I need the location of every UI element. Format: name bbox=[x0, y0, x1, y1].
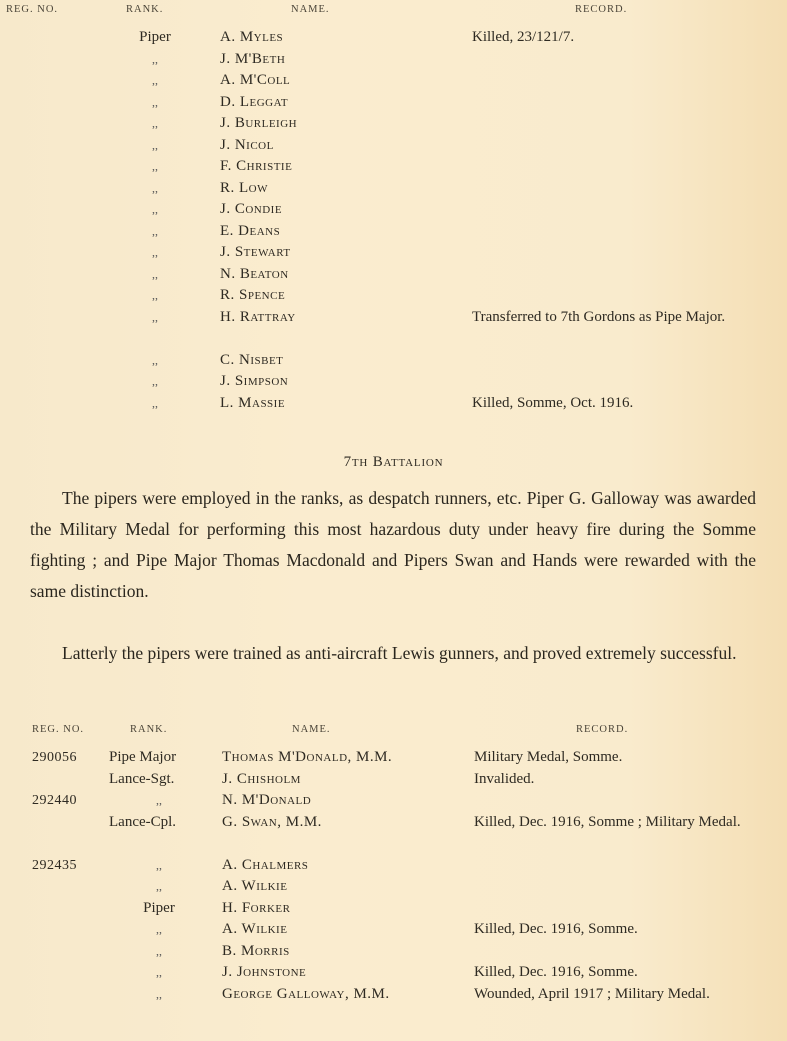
name-cell: Thomas M'Donald, M.M. bbox=[222, 749, 393, 765]
name-cell: J. Condie bbox=[220, 201, 283, 217]
table-row bbox=[0, 855, 787, 877]
table-header bbox=[0, 0, 787, 18]
rank-cell-ditto: ,, bbox=[152, 245, 158, 259]
table-row bbox=[0, 49, 787, 71]
reg-no-cell: 292435 bbox=[32, 857, 77, 873]
rank-cell-ditto: ,, bbox=[152, 94, 158, 109]
rank-cell-ditto: ,, bbox=[156, 965, 162, 979]
rank-cell-ditto: ,, bbox=[152, 352, 158, 367]
record-cell: Killed, Somme, Oct. 1916. bbox=[472, 394, 634, 411]
rank-cell: Piper bbox=[143, 899, 175, 916]
table-row bbox=[0, 876, 787, 898]
rank-cell: Piper bbox=[139, 29, 171, 45]
table-row bbox=[0, 285, 787, 307]
name-cell: D. Leggat bbox=[220, 93, 289, 110]
name-cell: H. Rattray bbox=[220, 308, 296, 325]
rank-cell-ditto: ,, bbox=[152, 159, 158, 173]
table-row bbox=[0, 962, 787, 984]
section-heading: 7th Battalion bbox=[343, 454, 444, 470]
name-cell: C. Nisbet bbox=[220, 351, 284, 368]
rank-cell-ditto: ,, bbox=[152, 374, 158, 388]
table-row bbox=[0, 984, 787, 1027]
pipers-roll-table-1 bbox=[0, 0, 787, 414]
table-row bbox=[0, 371, 787, 393]
table-row bbox=[0, 92, 787, 114]
rank-cell-ditto: ,, bbox=[152, 309, 158, 324]
header-reg-no: REG. NO. bbox=[6, 4, 59, 15]
table-row bbox=[0, 747, 787, 769]
record-cell: Invalided. bbox=[474, 770, 535, 787]
rank-cell-ditto: ,, bbox=[156, 943, 162, 958]
table-row bbox=[0, 70, 787, 92]
rank-cell-ditto: ,, bbox=[152, 180, 158, 195]
table-row bbox=[0, 156, 787, 178]
name-cell: J. Burleigh bbox=[220, 115, 298, 131]
name-cell: R. Spence bbox=[220, 287, 286, 303]
name-cell: A. Wilkie bbox=[222, 921, 288, 937]
rank-cell-ditto: ,, bbox=[156, 857, 162, 872]
rank-cell-ditto: ,, bbox=[156, 879, 162, 893]
rank-cell-ditto: ,, bbox=[152, 202, 158, 216]
table-row bbox=[0, 221, 787, 243]
rank-cell-ditto: ,, bbox=[156, 922, 162, 936]
name-cell: J. Simpson bbox=[220, 373, 289, 389]
table-row bbox=[0, 242, 787, 264]
name-cell: J. Chisholm bbox=[222, 770, 301, 787]
name-cell: B. Morris bbox=[222, 942, 290, 959]
pipers-roll-table-2 bbox=[0, 720, 787, 1027]
name-cell: H. Forker bbox=[222, 899, 291, 916]
header-rank: RANK. bbox=[126, 4, 164, 15]
table-row bbox=[0, 350, 787, 372]
table-row bbox=[0, 812, 787, 855]
table-row bbox=[0, 135, 787, 157]
table-row bbox=[0, 790, 787, 812]
record-cell: Military Medal, Somme. bbox=[474, 749, 623, 765]
header-record: RECORD. bbox=[575, 4, 628, 15]
header-name: NAME. bbox=[291, 4, 330, 15]
name-cell: G. Swan, M.M. bbox=[222, 813, 322, 830]
rank-cell: Lance-Sgt. bbox=[109, 770, 175, 787]
table-row bbox=[0, 27, 787, 49]
rank-cell-ditto: ,, bbox=[152, 223, 158, 238]
record-cell: Transferred to 7th Gordons as Pipe Major. bbox=[472, 308, 726, 325]
record-cell: Killed, 23/121/7. bbox=[472, 29, 575, 45]
record-cell: Killed, Dec. 1916, Somme ; Military Medal. bbox=[474, 813, 741, 830]
name-cell: F. Christie bbox=[220, 158, 293, 174]
name-cell: N. Beaton bbox=[220, 265, 289, 282]
name-cell: George Galloway, M.M. bbox=[222, 985, 390, 1002]
table-row bbox=[0, 393, 787, 415]
header-name: NAME. bbox=[292, 724, 331, 735]
rank-cell-ditto: ,, bbox=[156, 986, 162, 1001]
name-cell: J. Johnstone bbox=[222, 964, 307, 980]
name-cell: A. Chalmers bbox=[222, 856, 309, 873]
rank-cell: Lance-Cpl. bbox=[109, 813, 177, 830]
name-cell: J. Nicol bbox=[220, 136, 274, 153]
reg-no-cell: 292440 bbox=[32, 793, 77, 808]
record-cell: Wounded, April 1917 ; Military Medal. bbox=[474, 985, 710, 1002]
rank-cell-ditto: ,, bbox=[152, 137, 158, 152]
rank-cell-ditto: ,, bbox=[152, 73, 158, 87]
body-paragraph: Latterly the pipers were trained as anti-aircraft Lewis gunners, and proved extremely successful. bbox=[62, 643, 737, 663]
table-row bbox=[0, 769, 787, 791]
table-row bbox=[0, 264, 787, 286]
rank-cell-ditto: ,, bbox=[152, 51, 158, 66]
table-row bbox=[0, 941, 787, 963]
table-row bbox=[0, 178, 787, 200]
reg-no-cell: 290056 bbox=[32, 750, 77, 765]
rank-cell-ditto: ,, bbox=[152, 116, 158, 130]
table-row bbox=[0, 307, 787, 350]
header-record: RECORD. bbox=[576, 724, 629, 735]
name-cell: J. M'Beth bbox=[220, 50, 286, 67]
header-reg-no: REG. NO. bbox=[32, 724, 85, 735]
table-row bbox=[0, 199, 787, 221]
name-cell: A. Myles bbox=[220, 29, 284, 45]
name-cell: A. M'Coll bbox=[220, 72, 291, 88]
rank-cell-ditto: ,, bbox=[152, 288, 158, 302]
table-row bbox=[0, 898, 787, 920]
name-cell: E. Deans bbox=[220, 222, 281, 239]
name-cell: R. Low bbox=[220, 179, 268, 196]
name-cell: J. Stewart bbox=[220, 244, 291, 260]
name-cell: A. Wilkie bbox=[222, 878, 288, 894]
table-row bbox=[0, 113, 787, 135]
name-cell: L. Massie bbox=[220, 394, 286, 411]
rank-cell: Pipe Major bbox=[109, 749, 177, 765]
body-paragraph: The pipers were employed in the ranks, as despatch runners, etc. Piper G. Galloway was awarded the Military Medal for performing this most hazardous duty under heavy fire during the Somme fighting ; and Pipe Major Thomas Macdonald and Pipers Swan and Hands were rewarded with the same distinction. bbox=[30, 488, 756, 601]
rank-cell-ditto: ,, bbox=[152, 395, 158, 410]
rank-cell-ditto: ,, bbox=[156, 793, 162, 807]
rank-cell-ditto: ,, bbox=[152, 266, 158, 281]
header-rank: RANK. bbox=[130, 724, 168, 735]
record-cell: Killed, Dec. 1916, Somme. bbox=[474, 964, 638, 980]
name-cell: N. M'Donald bbox=[222, 792, 312, 808]
record-cell: Killed, Dec. 1916, Somme. bbox=[474, 921, 638, 937]
table-header bbox=[0, 720, 787, 738]
table-row bbox=[0, 919, 787, 941]
